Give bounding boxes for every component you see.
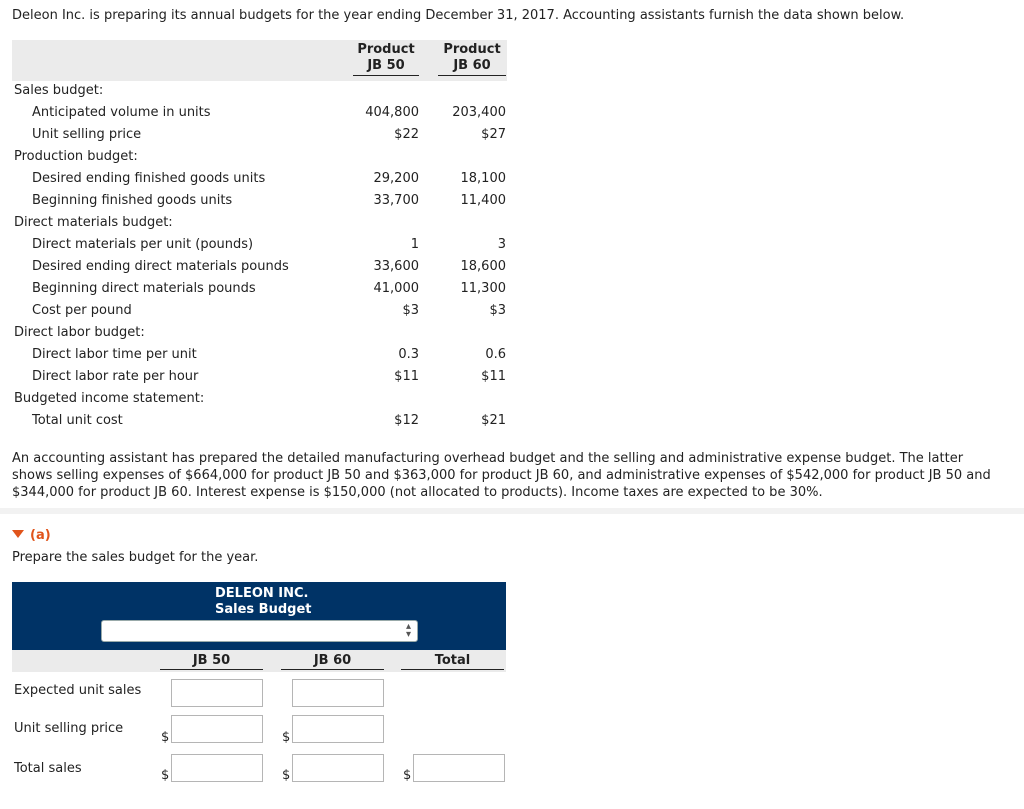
value-jb60: 3 bbox=[497, 237, 506, 252]
triangle-down-icon bbox=[12, 530, 24, 538]
value-jb60: $27 bbox=[481, 127, 506, 142]
company-name: DELEON INC. bbox=[215, 586, 309, 601]
budget-title: Sales Budget bbox=[215, 602, 312, 617]
value-jb60: 203,400 bbox=[452, 105, 506, 120]
intro-text: Deleon Inc. is preparing its annual budgets for the year ending December 31, 2017. Accounting assistants furnish the data shown below. bbox=[12, 8, 905, 23]
value-jb60: $11 bbox=[481, 369, 506, 384]
section-divider bbox=[0, 508, 1024, 514]
column-header-total: Total bbox=[401, 652, 504, 670]
row-label: Direct materials per unit (pounds) bbox=[32, 237, 254, 252]
updown-arrows-icon: ▴ ▾ bbox=[405, 621, 411, 640]
value-jb60: 11,400 bbox=[460, 193, 506, 208]
total-sales-jb50-input[interactable] bbox=[171, 754, 263, 782]
column-header-jb60: JB 60 bbox=[281, 652, 384, 670]
row-expected-unit-sales-label: Expected unit sales bbox=[14, 683, 142, 698]
row-label: Desired ending direct materials pounds bbox=[32, 259, 289, 274]
value-jb50: $11 bbox=[394, 369, 419, 384]
total-sales-total-input[interactable] bbox=[413, 754, 505, 782]
section-dl-budget: Direct labor budget: bbox=[14, 325, 145, 340]
table-header-band bbox=[12, 40, 507, 81]
value-jb60: $21 bbox=[481, 413, 506, 428]
row-total-sales-label: Total sales bbox=[14, 761, 82, 776]
value-jb50: 0.3 bbox=[398, 347, 419, 362]
unit-price-jb50-input[interactable] bbox=[171, 715, 263, 743]
total-sales-jb60-input[interactable] bbox=[292, 754, 384, 782]
value-jb60: 11,300 bbox=[460, 281, 506, 296]
value-jb50: 33,600 bbox=[373, 259, 419, 274]
expected-units-jb60-input[interactable] bbox=[292, 679, 384, 707]
value-jb50: 29,200 bbox=[373, 171, 419, 186]
currency-symbol: $ bbox=[282, 768, 291, 783]
section-income-statement: Budgeted income statement: bbox=[14, 391, 205, 406]
unit-price-jb60-input[interactable] bbox=[292, 715, 384, 743]
column-header-jb50: Product JB 50 bbox=[353, 42, 419, 76]
value-jb60: 18,600 bbox=[460, 259, 506, 274]
value-jb50: $12 bbox=[394, 413, 419, 428]
currency-symbol: $ bbox=[282, 730, 291, 745]
period-select[interactable] bbox=[101, 620, 418, 642]
column-header-jb50: JB 50 bbox=[160, 652, 263, 670]
value-jb50: $22 bbox=[394, 127, 419, 142]
value-jb60: 18,100 bbox=[460, 171, 506, 186]
row-label: Beginning finished goods units bbox=[32, 193, 233, 208]
value-jb50: 33,700 bbox=[373, 193, 419, 208]
currency-symbol: $ bbox=[161, 730, 170, 745]
currency-symbol: $ bbox=[403, 768, 412, 783]
value-jb60: 0.6 bbox=[485, 347, 506, 362]
section-sales-budget: Sales budget: bbox=[14, 83, 104, 98]
value-jb50: 1 bbox=[410, 237, 419, 252]
column-header-jb60: Product JB 60 bbox=[438, 42, 506, 76]
row-label: Cost per pound bbox=[32, 303, 132, 318]
currency-symbol: $ bbox=[161, 768, 170, 783]
part-a-prompt: Prepare the sales budget for the year. bbox=[12, 550, 259, 565]
section-production-budget: Production budget: bbox=[14, 149, 138, 164]
row-label: Total unit cost bbox=[32, 413, 123, 428]
row-label: Direct labor rate per hour bbox=[32, 369, 199, 384]
problem-paragraph: An accounting assistant has prepared the detailed manufacturing overhead budget and the selling and administrative expense budget. The latter shows selling expenses of $664,000 for product JB 50 and $363,000 for product JB 60, and administrative expenses of $542,000 for product JB 50 and $344,000 for product JB 60. Interest expense is $150,000 (not allocated to products). Income taxes are expected to be 30%. bbox=[12, 451, 991, 500]
section-dm-budget: Direct materials budget: bbox=[14, 215, 173, 230]
part-a-label: (a) bbox=[30, 528, 51, 543]
row-label: Unit selling price bbox=[32, 127, 142, 142]
row-label: Anticipated volume in units bbox=[32, 105, 211, 120]
value-jb50: 404,800 bbox=[365, 105, 419, 120]
value-jb50: 41,000 bbox=[373, 281, 419, 296]
value-jb60: $3 bbox=[489, 303, 506, 318]
value-jb50: $3 bbox=[402, 303, 419, 318]
row-label: Direct labor time per unit bbox=[32, 347, 197, 362]
part-a-toggle[interactable] bbox=[12, 528, 51, 543]
row-label: Beginning direct materials pounds bbox=[32, 281, 256, 296]
row-unit-price-label: Unit selling price bbox=[14, 721, 124, 736]
row-label: Desired ending finished goods units bbox=[32, 171, 266, 186]
expected-units-jb50-input[interactable] bbox=[171, 679, 263, 707]
